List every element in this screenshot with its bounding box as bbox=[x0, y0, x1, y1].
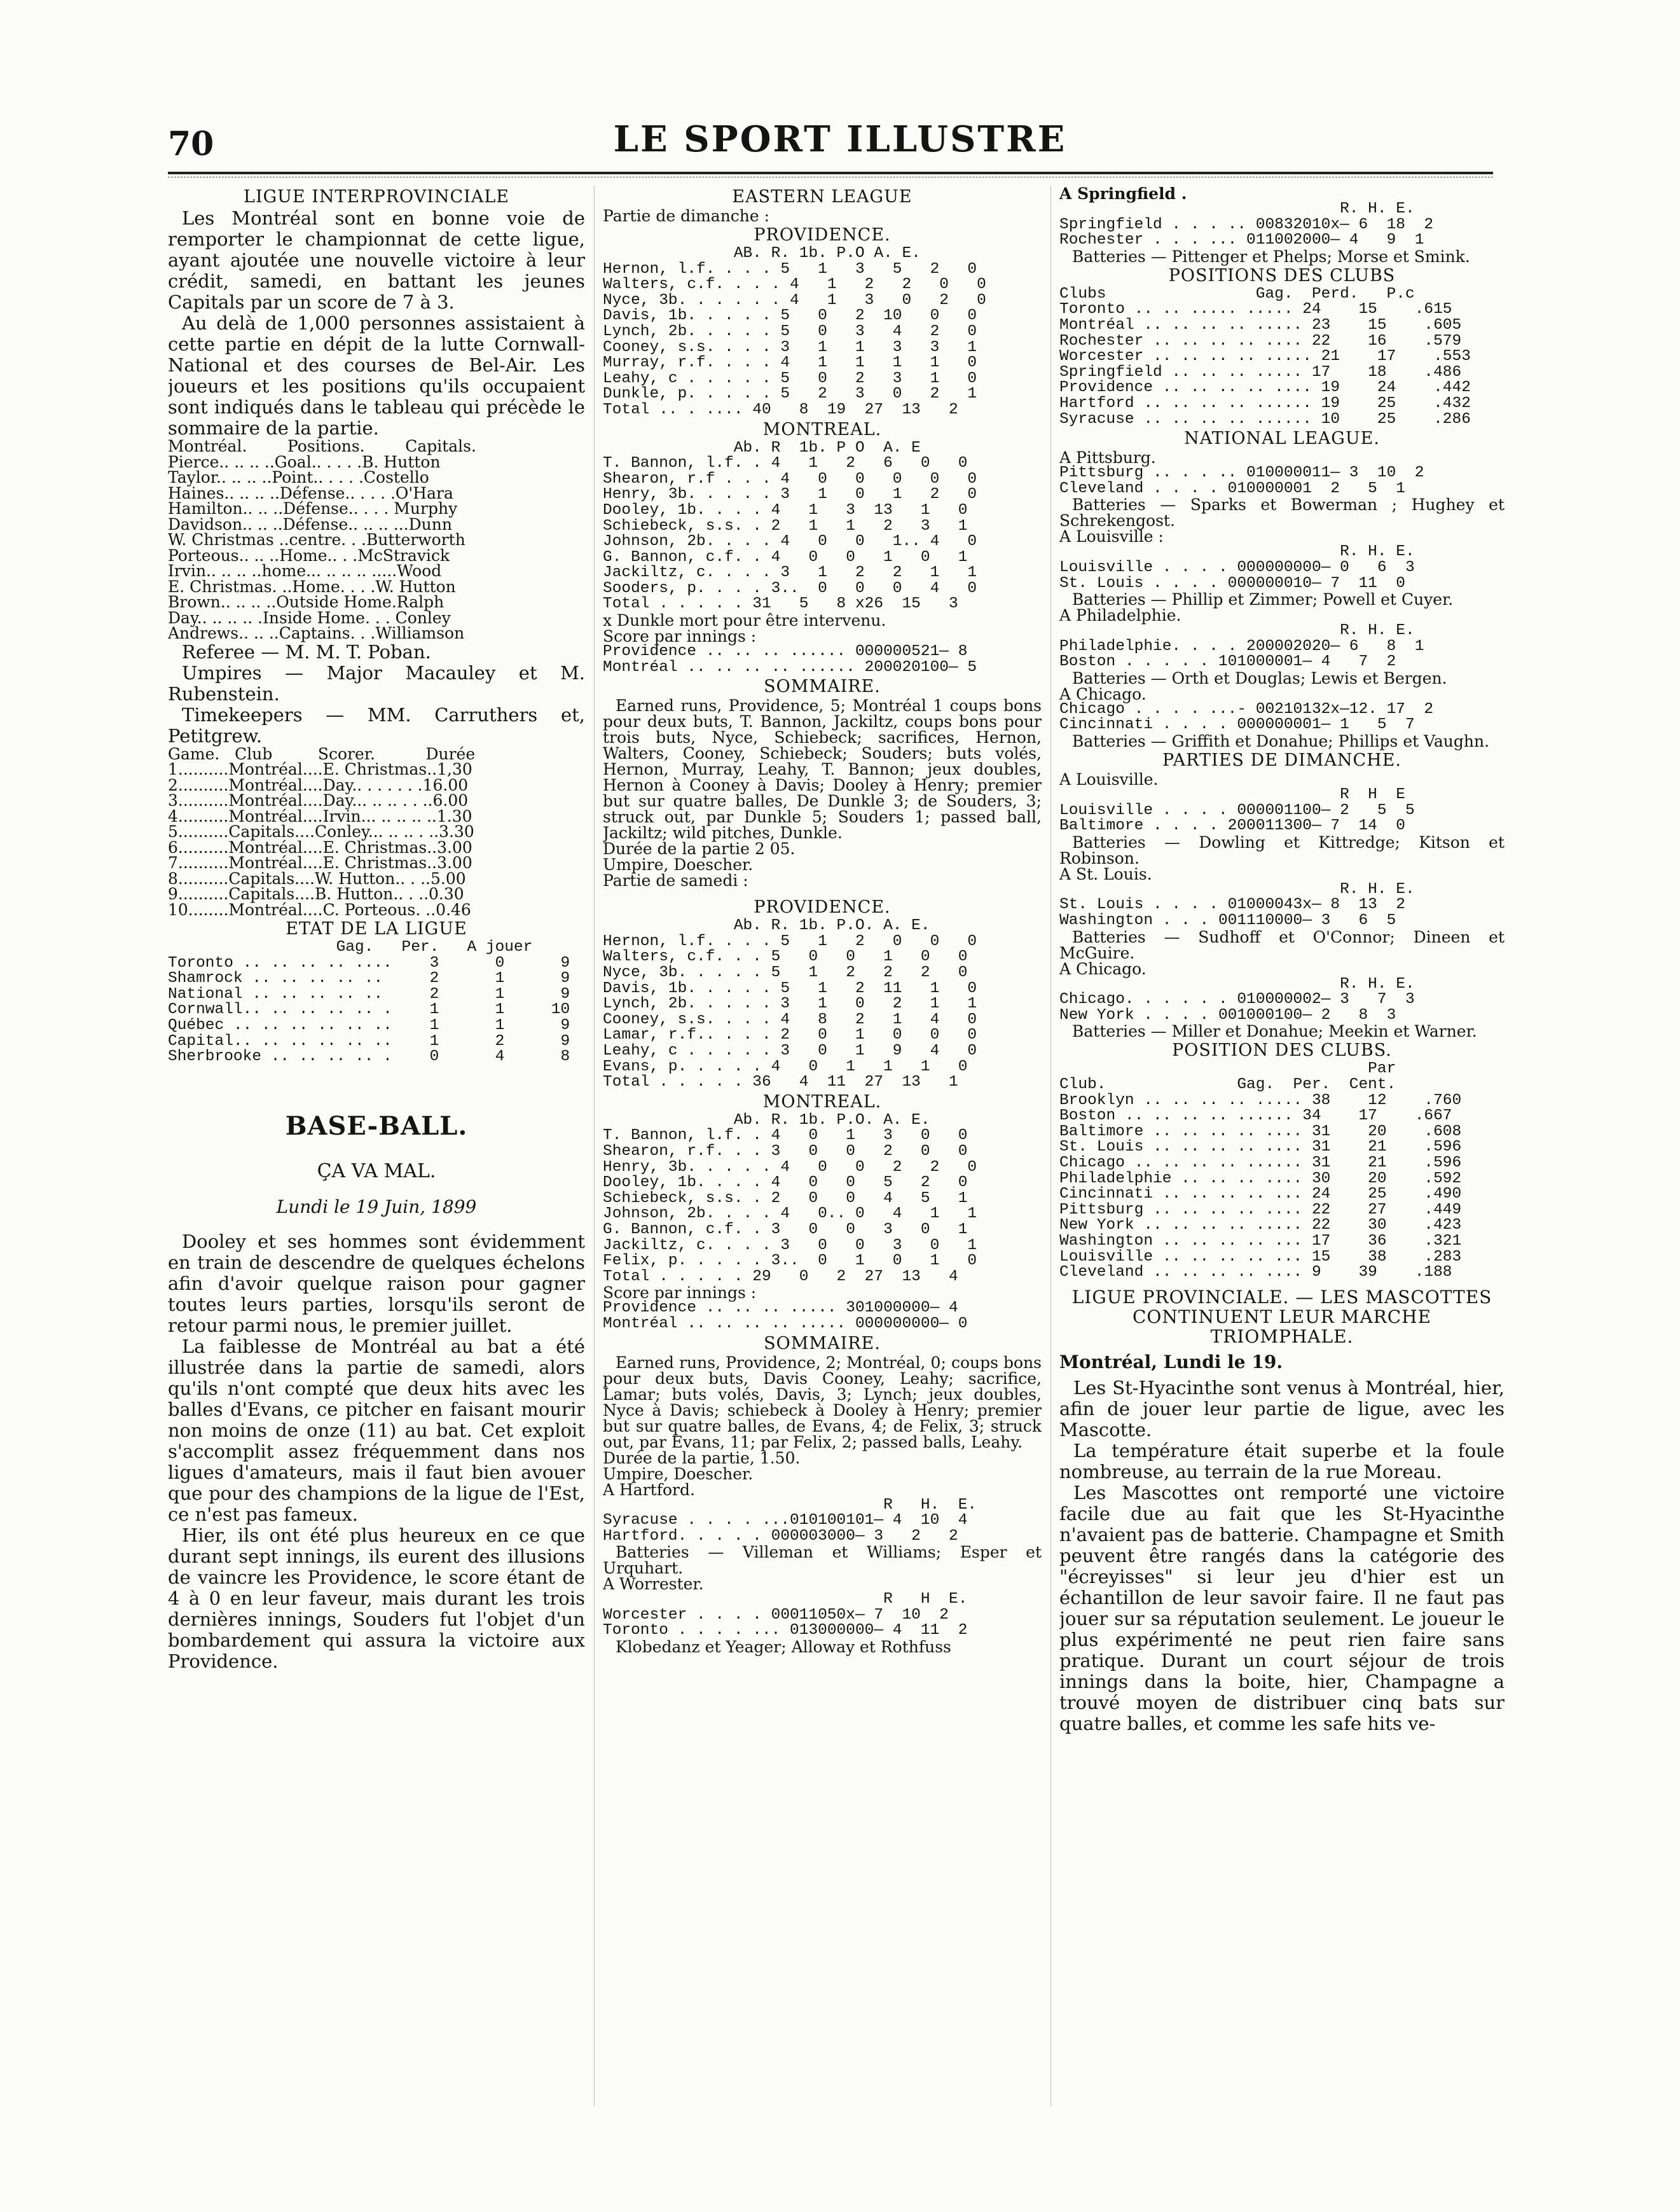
positions-row: Worcester .. .. .. .. ..... 21 17 .553 bbox=[1059, 348, 1471, 366]
umpire: Umpire, Doescher. bbox=[603, 855, 754, 874]
column-divider bbox=[1050, 186, 1051, 2106]
lineup-row: Davidson.. .. ..Défense.. .. .. ...Dunn bbox=[168, 515, 452, 534]
standing-heading: ETAT DE LA LIGUE bbox=[286, 919, 467, 939]
positions-row: Hartford .. .. .. .. ...... 19 25 .432 bbox=[1059, 394, 1471, 412]
section-heading: PARTIES DE DIMANCHE. bbox=[1162, 750, 1402, 771]
score-row: Boston . . . . . 101000001— 4 7 2 bbox=[1059, 653, 1396, 671]
rhe-header: R. H. E. bbox=[1059, 880, 1415, 898]
score-row: Syracuse . . . . ...010100101— 4 10 4 bbox=[603, 1512, 968, 1530]
box-row: Lynch, 2b. . . . . 3 1 0 2 1 1 bbox=[603, 995, 977, 1013]
batteries: Klobedanz et Yeager; Alloway et Rothfuss bbox=[616, 1638, 951, 1657]
baseball-subtitle: ÇA VA MAL. bbox=[317, 1159, 436, 1182]
score-row: Chicago. . . . . . 010000002— 3 7 3 bbox=[1059, 991, 1415, 1009]
article-paragraph: Dooley et ses hommes sont évidemment en train de descendre de quelques échelons afin d'avoir quelque raison pour gagner toutes leurs parties, lorsqu'ils seront de retour parmi nous, le premier juillet. bbox=[168, 1230, 585, 1336]
position-row: Chicago .. .. .. .. ...... 31 21 .596 bbox=[1059, 1154, 1462, 1172]
games-header: Game. Club Scorer. Durée bbox=[168, 744, 476, 763]
box-row: Leahy, c . . . . . 3 0 1 9 4 0 bbox=[603, 1042, 977, 1060]
position-row: Washington .. .. .. .. ... 17 36 .321 bbox=[1059, 1232, 1462, 1250]
rhe-header: R H E. bbox=[603, 1591, 968, 1608]
positions-header: Clubs Gag. Perd. P.c bbox=[1059, 285, 1415, 303]
position-row: Philadelphie .. .. .. .... 30 20 .592 bbox=[1059, 1170, 1462, 1187]
column-2 bbox=[603, 186, 1042, 2189]
box-row: Schiebeck, s.s. . 2 1 1 2 3 1 bbox=[603, 517, 968, 535]
dateline: Montréal, Lundi le 19. bbox=[1059, 1351, 1283, 1372]
box-row: Henry, 3b. . . . . 4 0 0 2 2 0 bbox=[603, 1158, 977, 1176]
lineup-header: Montréal. Positions. Capitals. bbox=[168, 437, 476, 455]
batteries: Batteries — Phillip et Zimmer; Powell et Cuyer. bbox=[1072, 590, 1454, 609]
box-row: Johnson, 2b. . . . 4 0.. 0 4 1 1 bbox=[603, 1205, 977, 1223]
position-row: St. Louis .. .. .. .. .... 31 21 .596 bbox=[1059, 1138, 1462, 1156]
standing-row: Shamrock .. .. .. .. .. 2 1 9 bbox=[168, 970, 570, 988]
duree: Durée de la partie 2 05. bbox=[603, 840, 795, 859]
lineup-row: Brown.. .. .. ..Outside Home.Ralph bbox=[168, 593, 444, 611]
subheading: Partie de dimanche : bbox=[603, 207, 770, 225]
box-row: Jackiltz, c. . . . 3 1 2 2 1 1 bbox=[603, 564, 977, 582]
box-row: Dunkle, p. . . . . 5 2 3 0 2 1 bbox=[603, 385, 977, 403]
position-row: Pittsburg .. .. .. .. .... 22 27 .449 bbox=[1059, 1201, 1462, 1219]
position-header: Club. Gag. Per. Cent. bbox=[1059, 1076, 1396, 1093]
box-row: Cooney, s.s. . . . 3 1 1 3 3 1 bbox=[603, 338, 977, 356]
article-paragraph: La faiblesse de Montréal au bat a été illustrée dans la partie de samedi, alors qu'ils n'ont compté que deux hits avec les balles d'Evans, ce pitcher en faisant mourir non moins de onze (11) au bat. Cet exploit s'accomplit assez fréquemment dans nos ligues d'amateurs, mais il faut bien avouer que pour des champions de la ligue de l'Est, ce n'est pas fameux. bbox=[168, 1335, 585, 1525]
box-row: Shearon, r.f . . . 4 0 0 0 0 0 bbox=[603, 470, 977, 488]
box-row: Felix, p. . . . . 3.. 0 1 0 1 0 bbox=[603, 1252, 977, 1270]
article-paragraph: Les St-Hyacinthe sont venus à Montréal, hier, afin de jouer leur partie de ligue, avec les Mascotte. bbox=[1059, 1376, 1504, 1441]
batteries: Batteries — Miller et Donahue; Meekin et Warner. bbox=[1072, 1022, 1477, 1041]
game-row: 5..........Capitals....Conley... .. .. . ..3.30 bbox=[168, 822, 474, 841]
innings-row: Providence .. .. .. ...... 000000521— 8 bbox=[603, 643, 968, 661]
team-heading: PROVIDENCE. bbox=[754, 225, 891, 245]
box-row: Lynch, 2b. . . . . 5 0 3 4 2 0 bbox=[603, 322, 977, 340]
lineup-row: Pierce.. .. .. ..Goal.. . . . .B. Hutton bbox=[168, 452, 441, 471]
batteries: Batteries — Pittenger et Phelps; Morse et Smink. bbox=[1072, 247, 1470, 266]
batteries: Batteries — Villeman et Williams; Esper et Urquhart. bbox=[603, 1543, 1042, 1578]
position-row: Cincinnati .. .. .. .. ... 24 25 .490 bbox=[1059, 1185, 1462, 1203]
game-row: 7..........Montréal....E. Christmas..3.00 bbox=[168, 854, 472, 872]
standing-row: Cornwall.. .. .. .. .. . 1 1 10 bbox=[168, 1001, 570, 1019]
team-heading: PROVIDENCE. bbox=[754, 897, 891, 918]
box-total: Total . . . . . 36 4 11 27 13 1 bbox=[603, 1074, 958, 1091]
box-row: Nyce, 3b. . . . . . 4 1 3 0 2 0 bbox=[603, 291, 986, 309]
box-row: Nyce, 3b. . . . . 5 1 2 2 2 0 bbox=[603, 964, 968, 982]
referee-line: Referee — M. M. T. Poban. bbox=[182, 640, 431, 663]
game-location: A Springfield . bbox=[1059, 186, 1187, 203]
score-row: Louisville . . . . 000001100— 2 5 5 bbox=[1059, 801, 1415, 819]
box-row: Henry, 3b. . . . . 3 1 0 1 2 0 bbox=[603, 486, 977, 504]
positions-row: Montréal .. .. .. .. ..... 23 15 .605 bbox=[1059, 316, 1462, 334]
subheading: Partie de samedi : bbox=[603, 871, 748, 890]
innings-title: Score par innings : bbox=[603, 627, 757, 646]
box-row: Dooley, 1b. . . . 4 0 0 5 2 0 bbox=[603, 1174, 968, 1192]
box-header: Ab. R 1b. P O A. E bbox=[603, 439, 921, 457]
score-row: Baltimore . . . . 200011300— 7 14 0 bbox=[1059, 817, 1405, 835]
article-paragraph: La température était superbe et la foule nombreuse, au terrain de la rue Moreau. bbox=[1059, 1439, 1504, 1483]
game-row: 4..........Montréal....Irvin... .. .. .. ..1.30 bbox=[168, 806, 472, 826]
box-total: Total .. . .... 40 8 19 27 13 2 bbox=[603, 401, 958, 418]
positions-row: Rochester .. .. .. .. .... 22 16 .579 bbox=[1059, 332, 1462, 350]
lineup-row: Day.. .. .. .. .Inside Home. . . Conley bbox=[168, 608, 451, 627]
score-row: Cincinnati . . . . 000000001— 1 5 7 bbox=[1059, 716, 1415, 734]
game-location: A St. Louis. bbox=[1059, 864, 1152, 883]
lineup-row: Porteous.. .. ..Home.. . .McStravick bbox=[168, 546, 450, 565]
box-row: Johnson, 2b. . . . 4 0 0 1.. 4 0 bbox=[603, 533, 977, 551]
score-row: Cleveland . . . . 010000001 2 5 1 bbox=[1059, 480, 1405, 497]
duree: Durée de la partie, 1.50. bbox=[603, 1448, 801, 1467]
timekeepers-line: Timekeepers — MM. Carruthers et, Petitgrew. bbox=[168, 703, 585, 747]
score-row: Worcester . . . . 00011050x— 7 10 2 bbox=[603, 1606, 949, 1624]
batteries: Batteries — Sparks et Bowerman ; Hughey et Schrekengost. bbox=[1059, 495, 1504, 530]
game-row: 3..........Montréal....Day... .. .. . . ..6.00 bbox=[168, 791, 469, 810]
sommaire-text: Earned runs, Providence, 5; Montréal 1 coups bons pour deux buts, T. Bannon, Jackiltz, coups bons pour trois buts, Nyce, Schiebeck; sacrifices, Hernon, Walters, Cooney, Schiebeck; Souders; buts volés, Hernon, Murray, Leahy, T. Bannon; jeux doubles, Hernon à Cooney à Davis; Dooley à Henry; premier but sur quatre balles, De Dunkle 3; de Souders, 3; struck out, par Dunkle 5; Souders 1; passed ball, Jackiltz; wild pitches, Dunkle. bbox=[603, 696, 1042, 843]
box-row: Jackiltz, c. . . . 3 0 0 3 0 1 bbox=[603, 1236, 977, 1254]
sommaire-text: Earned runs, Providence, 2; Montréal, 0; coups bons pour deux buts, Davis Cooney, Leahy; sacrifice, Lamar; buts volés, Davis, 3; Lynch; jeux doubles, Nyce à Davis; schiebeck à Dooley à Henry; premier but sur quatre balles, de Evans, 4; de Felix, 3; struck out, par Evans, 11; par Felix, 2; passed balls, Leahy. bbox=[603, 1353, 1042, 1451]
batteries: Batteries — Sudhoff et O'Connor; Dineen et McGuire. bbox=[1059, 927, 1504, 962]
box-row: Davis, 1b. . . . . 5 1 2 11 1 0 bbox=[603, 979, 977, 997]
rhe-header: R. H. E. bbox=[1059, 975, 1415, 993]
box-row: T. Bannon, l.f. . 4 1 2 6 0 0 bbox=[603, 455, 968, 473]
game-row: 10........Montréal....C. Porteous. ..0.46 bbox=[168, 900, 471, 919]
lineup-row: E. Christmas. ..Home. . . .W. Hutton bbox=[168, 577, 456, 596]
batteries: Batteries — Orth et Douglas; Lewis et Bergen. bbox=[1072, 668, 1447, 688]
rhe-header: R. H. E. bbox=[1059, 543, 1415, 561]
standing-row: Québec .. .. .. .. .. .. 1 1 9 bbox=[168, 1016, 570, 1034]
standing-row: Sherbrooke .. .. .. .. . 0 4 8 bbox=[168, 1048, 570, 1066]
game-location: A Philadelphie. bbox=[1059, 606, 1181, 625]
game-row: 9..........Capitals....B. Hutton.. . ..0.30 bbox=[168, 885, 464, 903]
lineup-row: Hamilton.. .. ..Défense.. . . . Murphy bbox=[168, 499, 458, 518]
lineup-row: Andrews.. .. ..Captains. . .Williamson bbox=[168, 624, 465, 642]
game-row: 8..........Capitals....W. Hutton.. . ..5.00 bbox=[168, 869, 466, 888]
score-row: Rochester . . . ... 011002000— 4 9 1 bbox=[1059, 232, 1424, 249]
page-title: LE SPORT ILLUSTRE bbox=[613, 118, 1067, 160]
positions-row: Providence .. .. .. .. .... 19 24 .442 bbox=[1059, 379, 1471, 397]
baseball-title: BASE-BALL. bbox=[285, 1110, 468, 1141]
rhe-header: R. H. E. bbox=[1059, 200, 1415, 218]
lineup-row: Haines.. .. .. ..Défense.. . . . .O'Hara bbox=[168, 483, 453, 502]
box-row: G. Bannon, c.f. . 4 0 0 1 0 1 bbox=[603, 548, 968, 566]
game-location: A Chicago. bbox=[1059, 959, 1146, 978]
article-paragraph: Hier, ils ont été plus heureux en ce que durant sept innings, ils eurent des illusions de vaincre les Providence, le score étant de 4 à 0 en leur faveur, mais durant les trois dernières innings, Souders fut l'objet d'un bombardement qui assura la victoire aux Providence. bbox=[168, 1524, 585, 1672]
box-row: Walters, c.f. . . 5 0 0 1 0 0 bbox=[603, 948, 968, 966]
game-row: 6..........Montréal....E. Christmas..3.00 bbox=[168, 838, 472, 857]
umpires-line: Umpires — Major Macauley et M. Rubenstein. bbox=[168, 661, 585, 705]
standing-row: Toronto .. .. .. .. .... 3 0 9 bbox=[168, 954, 570, 972]
section-heading: LIGUE PROVINCIALE. — LES MASCOTTES CONTINUENT LEUR MARCHE TRIOMPHALE. bbox=[1071, 1286, 1492, 1347]
column-1 bbox=[168, 186, 585, 2030]
innings-row: Providence .. .. .. ..... 301000000— 4 bbox=[603, 1299, 958, 1317]
team-heading: MONTREAL. bbox=[762, 1091, 882, 1112]
column-divider bbox=[594, 186, 595, 2106]
score-row: Springfield . . . .. 00832010x— 6 18 2 bbox=[1059, 216, 1434, 233]
box-header: AB. R. 1b. P.O A. E. bbox=[603, 245, 921, 262]
box-total: Total . . . . . 29 0 2 27 13 4 bbox=[603, 1268, 958, 1285]
innings-row: Montréal .. .. .. .. ...... 200020100— 5 bbox=[603, 658, 977, 676]
score-row: Chicago . . . . ...- 00210132x—12. 17 2 bbox=[1059, 700, 1434, 718]
box-row: Sooders, p. . . . 3.. 0 0 0 4 0 bbox=[603, 579, 977, 597]
innings-title: Score par innings : bbox=[603, 1283, 757, 1303]
standing-header: Gag. Per. A jouer bbox=[168, 939, 533, 956]
box-row: Leahy, c . . . . . 5 0 2 3 1 0 bbox=[603, 370, 977, 387]
box-row: Walters, c.f. . . . 4 1 2 2 0 0 bbox=[603, 276, 986, 294]
note: x Dunkle mort pour être intervenu. bbox=[603, 611, 886, 630]
positions-row: Toronto .. .. ..... ..... 24 15 .615 bbox=[1059, 301, 1452, 319]
article-paragraph: Les Mascottes ont remporté une victoire facile due au fait que les St-Hyacinthe n'avaient pas de batterie. Champagne et Smith peuvent être rangés dans la catégorie des "écreyisses" si leur jeu d'hier est un échantillon de leur savoir faire. Il ne faut pas jouer sur sa réputation seulement. Le joueur le plus expérimenté ne peut rien faire sans pratique. Durant un court séjour de trois innings dans la boite, hier, Champagne a trouvé moyen de distribuer cinq bats sur quatre balles, et comme les safe hits ve- bbox=[1059, 1481, 1504, 1734]
lineup-row: Irvin.. .. .. ..home... .. .. .. .....Wood bbox=[168, 562, 442, 580]
lineup-row: W. Christmas ..centre. . .Butterworth bbox=[168, 530, 465, 549]
box-row: Hernon, l.f. . . . 5 1 2 0 0 0 bbox=[603, 932, 977, 950]
box-row: Davis, 1b. . . . . 5 0 2 10 0 0 bbox=[603, 307, 977, 325]
score-row: Louisville . . . . 000000000— 0 6 3 bbox=[1059, 558, 1415, 576]
box-row: Dooley, 1b. . . . 4 1 3 13 1 0 bbox=[603, 501, 968, 519]
header-rule bbox=[168, 172, 1493, 174]
position-row: Brooklyn .. .. .. .. ..... 38 12 .760 bbox=[1059, 1091, 1462, 1109]
box-row: Schiebeck, s.s. . 2 0 0 4 5 1 bbox=[603, 1189, 968, 1207]
score-row: Hartford. . . . . 000003000— 3 2 2 bbox=[603, 1527, 958, 1545]
lineup-row: Taylor.. .. .. ..Point.. . . . .Costello bbox=[168, 468, 429, 487]
game-location: A Louisville. bbox=[1059, 770, 1159, 789]
box-row: Hernon, l.f. . . . 5 1 3 5 2 0 bbox=[603, 260, 977, 278]
positions-heading: POSITIONS DES CLUBS bbox=[1168, 265, 1396, 286]
box-total: Total . . . . . 31 5 8 x26 15 3 bbox=[603, 595, 958, 613]
box-row: T. Bannon, l.f. . 4 0 1 3 0 0 bbox=[603, 1127, 968, 1145]
page-number: 70 bbox=[168, 125, 214, 163]
batteries: Batteries — Dowling et Kittredge; Kitson et Robinson. bbox=[1059, 833, 1504, 868]
position-row: Cleveland .. .. .. .. .... 9 39 .188 bbox=[1059, 1264, 1452, 1282]
box-row: G. Bannon, c.f. . 3 0 0 3 0 1 bbox=[603, 1220, 968, 1238]
article-paragraph: Les Montréal sont en bonne voie de remporter le championnat de cette ligue, ayant ajoutée une nouvelle victoire à leur crédit, samedi, en battant les jeunes Capitals par un score de 7 à 3. bbox=[168, 207, 585, 313]
position-row: Louisville .. .. .. .. ... 15 38 .283 bbox=[1059, 1248, 1462, 1266]
score-row: St. Louis . . . . 01000043x— 8 13 2 bbox=[1059, 896, 1405, 914]
rhe-header: R H. E. bbox=[603, 1496, 977, 1514]
column-3 bbox=[1059, 186, 1504, 2189]
box-row: Cooney, s.s. . . . 4 8 2 1 4 0 bbox=[603, 1011, 977, 1028]
box-header: Ab. R. 1b. P.O. A. E. bbox=[603, 917, 930, 935]
batteries: Batteries — Griffith et Donahue; Phillips et Vaughn. bbox=[1072, 732, 1490, 751]
rhe-header: R. H. E. bbox=[1059, 622, 1415, 640]
score-row: St. Louis . . . . 000000010— 7 11 0 bbox=[1059, 574, 1405, 592]
innings-row: Montréal .. .. .. .. ..... 000000000— 0 bbox=[603, 1315, 968, 1332]
game-location: A Pittsburg. bbox=[1059, 448, 1156, 467]
box-row: Lamar, r.f.. . . . 2 0 1 0 0 0 bbox=[603, 1027, 977, 1044]
position-row: New York .. .. .. .. ..... 22 30 .423 bbox=[1059, 1217, 1462, 1234]
game-row: 2..........Montréal....Day.. . . . . . .16.00 bbox=[168, 775, 469, 794]
score-row: New York . . . . 001000100— 2 8 3 bbox=[1059, 1006, 1396, 1024]
sommaire-heading: SOMMAIRE. bbox=[764, 1333, 881, 1353]
positions-row: Springfield .. .. .. ..... 17 18 .486 bbox=[1059, 363, 1462, 381]
box-header: Ab. R. 1b. P.O. A. E. bbox=[603, 1111, 930, 1129]
sommaire-heading: SOMMAIRE. bbox=[764, 677, 881, 697]
score-row: Philadelphie. . . . 200002020— 6 8 1 bbox=[1059, 637, 1424, 655]
position-row: Boston .. .. .. .. ...... 34 17 .667 bbox=[1059, 1107, 1452, 1125]
box-row: Evans, p. . . . . 4 0 1 1 1 0 bbox=[603, 1058, 968, 1075]
section-heading: EASTERN LEAGUE bbox=[732, 187, 912, 207]
section-heading: NATIONAL LEAGUE. bbox=[1184, 429, 1380, 449]
game-row: 1..........Montréal....E. Christmas..1,30 bbox=[168, 760, 472, 778]
game-location: A Hartford. bbox=[603, 1480, 695, 1499]
team-heading: MONTREAL. bbox=[762, 419, 882, 439]
position-heading: POSITION DES CLUBS. bbox=[1172, 1040, 1392, 1061]
score-row: Washington . . . 001110000— 3 6 5 bbox=[1059, 912, 1396, 930]
score-row: Pittsburg .. . . .. 010000011— 3 10 2 bbox=[1059, 464, 1424, 482]
position-row: Baltimore .. .. .. .. .... 31 20 .608 bbox=[1059, 1123, 1462, 1140]
standing-row: National .. .. .. .. .. 2 1 9 bbox=[168, 985, 570, 1003]
umpire: Umpire, Doescher. bbox=[603, 1464, 754, 1483]
standing-row: Capital.. .. .. .. .. .. 1 2 9 bbox=[168, 1032, 570, 1050]
score-row: Toronto . . . . ... 013000000— 4 11 2 bbox=[603, 1622, 968, 1640]
box-row: Murray, r.f. . . . 4 1 1 1 1 0 bbox=[603, 354, 977, 372]
game-location: A Louisville : bbox=[1059, 527, 1164, 546]
game-location: A Chicago. bbox=[1059, 684, 1146, 703]
article-paragraph: Au delà de 1,000 personnes assistaient à cette partie en dépit de la lutte Cornwall-National et des courses de Bel-Air. Les joueurs et les positions qu'ils occupaient sont indiqués dans le tableau qui précède le sommaire de la partie. bbox=[168, 312, 585, 439]
position-header-top: Par bbox=[1059, 1060, 1396, 1078]
baseball-date: Lundi le 19 Juin, 1899 bbox=[276, 1196, 477, 1217]
section-heading: LIGUE INTERPROVINCIALE bbox=[244, 187, 509, 207]
positions-row: Syracuse .. .. .. .. ...... 10 25 .286 bbox=[1059, 410, 1471, 428]
box-row: Shearon, r.f. . . 3 0 0 2 0 0 bbox=[603, 1142, 968, 1160]
rhe-header: R H E bbox=[1059, 786, 1405, 804]
game-location: A Worrester. bbox=[603, 1575, 704, 1594]
